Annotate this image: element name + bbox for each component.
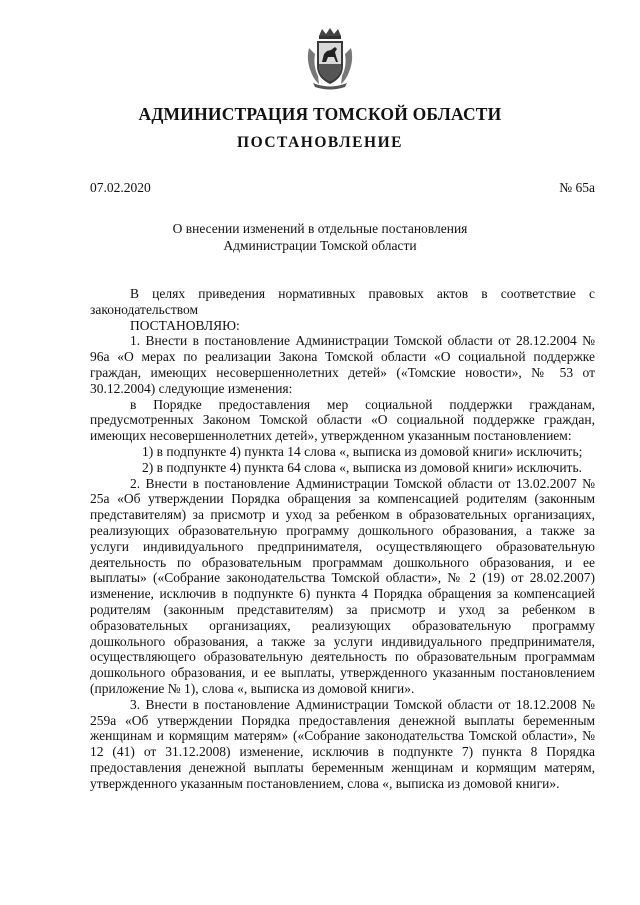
clause-1: 1. Внести в постановление Администрации Томской области от 28.12.2004 № 96а «О мерах по реализации Закона Томской области «О социальной поддержке граждан, имеющих несовершеннолетних детей» («Томские новости», № 53 от 30.12.2004) следующие изменения: bbox=[90, 333, 595, 396]
document-body bbox=[90, 286, 595, 792]
preamble: В целях приведения нормативных правовых актов в соответствие с законодательством bbox=[90, 286, 595, 317]
organization-title: АДМИНИСТРАЦИЯ ТОМСКОЙ ОБЛАСТИ bbox=[138, 104, 502, 124]
document-type: ПОСТАНОВЛЕНИЕ bbox=[237, 134, 403, 151]
clause-1-item-2: 2) в подпункте 4) пункта 64 слова «, выписка из домовой книги» исключить. bbox=[142, 459, 582, 475]
clause-2: 2. Внести в постановление Администрации Томской области от 13.02.2007 № 25а «Об утверждении Порядка обращения за компенсацией родителям (законным представителям) за присмотр и уход за ребенком в образовательных организациях, реализующих образовательную программу дошкольного образования, а также за услуги индивидуального предпринимателя, осуществляющего образовательную деятельность по образовательным программам дошкольного образования, и ее выплаты» («Собрание законодательства Томской области», № 2 (19) от 28.02.2007) изменение, исключив в подпункте 6) пункта 4 Порядка обращения за компенсацией родителям (законным представителям) за присмотр и уход за ребенком в образовательных организациях, реализующих образовательную программу дошкольного образования, а также за услуги индивидуального предпринимателя, осуществляющего образовательную деятельность по образовательным программам дошкольного образования, и ее выплаты, утвержденного указанным постановлением (приложение № 1), слова «, выписка из домовой книги». bbox=[90, 475, 595, 696]
tomsk-region-coat-of-arms-icon bbox=[305, 26, 355, 90]
subject-line-1: О внесении изменений в отдельные постановления bbox=[172, 221, 468, 236]
clause-3: 3. Внести в постановление Администрации Томской области от 18.12.2008 № 259а «Об утверждении Порядка предоставления денежной выплаты беременным женщинам и кормящим матерям» («Собрание законодательства Томской области», № 12 (41) от 31.12.2008) изменение, исключив в подпункте 7) пункта 8 Порядка предоставления денежной выплаты беременным женщинам и кормящим матерям, утвержденного указанным постановлением, слова «, выписка из домовой книги». bbox=[90, 696, 595, 791]
decree-word: ПОСТАНОВЛЯЮ: bbox=[130, 317, 240, 333]
subject-line-2: Администрации Томской области bbox=[223, 238, 417, 253]
document-subject bbox=[0, 220, 640, 254]
clause-1-item-1: 1) в подпункте 4) пункта 14 слова «, выписка из домовой книги» исключить; bbox=[142, 443, 583, 459]
document-number: № 65а bbox=[559, 180, 595, 195]
document-date: 07.02.2020 bbox=[90, 180, 151, 195]
clause-1-intro: в Порядке предоставления мер социальной поддержки гражданам, предусмотренных Законом Томской области «О социальной поддержке граждан, имеющих несовершеннолетних детей», утвержденном указанным постановлением: bbox=[90, 396, 595, 444]
